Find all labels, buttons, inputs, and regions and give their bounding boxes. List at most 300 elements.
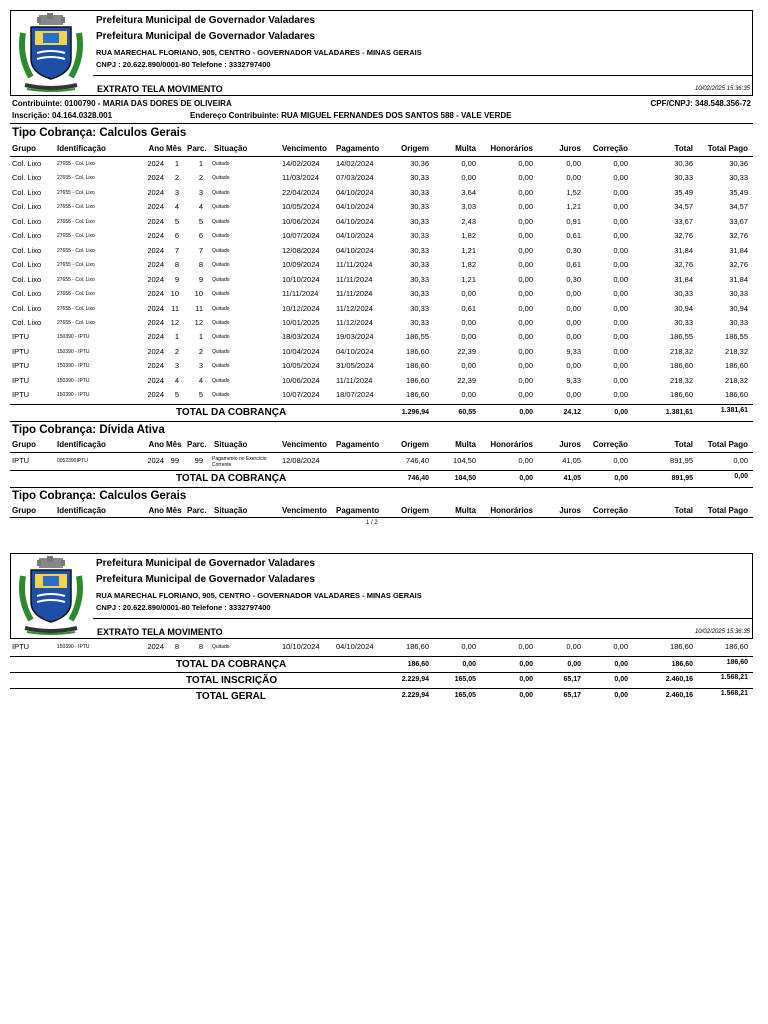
cell-parcela: 4 [198, 202, 203, 212]
cell-identificacao: 150390 - IPTU [57, 363, 90, 370]
cell-vencimento: 10/04/2024 [282, 346, 320, 356]
column-header-juros: Juros [559, 440, 581, 449]
column-header-situacao: Situação [214, 506, 248, 515]
column-header-mes: Mês [166, 506, 182, 515]
total-origem: 1.296,94 [401, 409, 429, 416]
page-number: 1 / 2 [366, 520, 378, 526]
cell-honorarios: 0,00 [518, 173, 533, 183]
total-correcao: 0,00 [614, 475, 628, 482]
cell-situacao: Pagamento no Exercício Corrente [212, 456, 267, 468]
cell-origem: 30,33 [410, 202, 429, 212]
cell-vencimento: 10/05/2024 [282, 361, 320, 371]
cell-origem: 30,33 [410, 231, 429, 241]
cell-multa: 22,39 [457, 375, 476, 385]
cell-grupo: IPTU [12, 456, 30, 465]
cell-juros: 0,00 [566, 317, 581, 327]
cell-ano: 2024 [147, 303, 164, 313]
cell-ano: 2024 [147, 187, 164, 197]
cell-parcela: 12 [194, 317, 203, 327]
cell-ano: 2024 [147, 456, 164, 465]
cell-situacao: Quitado [212, 175, 230, 182]
cell-grupo: IPTU [12, 642, 30, 651]
cell-total-pago: 35,49 [729, 187, 748, 197]
cell-vencimento: 10/06/2024 [282, 216, 320, 226]
cell-ano: 2024 [147, 361, 164, 371]
cell-multa: 1,82 [461, 231, 476, 241]
cell-ano: 2024 [147, 332, 164, 342]
cell-honorarios: 0,00 [518, 317, 533, 327]
cell-juros: 1,21 [566, 202, 581, 212]
cell-vencimento: 10/10/2024 [282, 274, 320, 284]
cell-parcela: 3 [198, 187, 203, 197]
column-header-situacao: Situação [214, 440, 248, 449]
column-header-ano: Ano [148, 144, 164, 153]
cell-identificacao: 27655 - Col. Lixo [57, 218, 95, 225]
report-title: EXTRATO TELA MOVIMENTO [97, 627, 223, 637]
cell-situacao: Quitado [212, 291, 230, 298]
column-header-correcao: Correção [592, 440, 628, 449]
cell-honorarios: 0,00 [518, 361, 533, 371]
cell-ano: 2024 [147, 317, 164, 327]
cell-grupo: Col. Lixo [12, 274, 42, 284]
cell-identificacao: 27655 - Col. Lixo [57, 175, 95, 182]
cell-multa: 0,00 [461, 390, 476, 400]
header-divider [93, 618, 752, 619]
cell-juros: 0,30 [566, 274, 581, 284]
cell-total-pago: 31,84 [729, 274, 748, 284]
total-honorarios: 0,00 [519, 676, 533, 683]
total-juros: 65,17 [563, 676, 581, 683]
cell-parcela: 6 [198, 231, 203, 241]
total-total-pago: 0,00 [734, 473, 748, 480]
cell-identificacao: 150390 - IPTU [57, 334, 90, 341]
cell-identificacao: 27655 - Col. Lixo [57, 319, 95, 326]
column-header-grupo: Grupo [12, 506, 36, 515]
cell-vencimento: 11/11/2024 [282, 289, 319, 299]
total-multa: 0,00 [462, 661, 476, 668]
cell-origem: 186,60 [406, 390, 429, 400]
cell-total-pago: 0,00 [733, 456, 748, 465]
total-correcao: 0,00 [614, 676, 628, 683]
column-header-honorarios: Honorários [490, 144, 533, 153]
divider [10, 156, 753, 157]
cell-total-pago: 186,55 [725, 332, 748, 342]
cell-total-pago: 31,84 [729, 245, 748, 255]
cell-correcao: 0,00 [613, 456, 628, 465]
column-header-vencimento: Vencimento [282, 144, 327, 153]
cell-origem: 30,33 [410, 245, 429, 255]
cell-mes: 8 [174, 260, 179, 270]
cell-situacao: Quitado [212, 247, 230, 254]
total-cobranca-label: TOTAL DA COBRANÇA [176, 407, 287, 418]
cell-vencimento: 12/08/2024 [282, 456, 320, 465]
column-header-total: Total [674, 440, 693, 449]
cell-pagamento: 31/05/2024 [336, 361, 374, 371]
cell-correcao: 0,00 [613, 317, 628, 327]
cell-parcela: 2 [198, 173, 203, 183]
cell-pagamento: 04/10/2024 [336, 642, 374, 651]
cell-total: 186,55 [670, 332, 693, 342]
column-header-parcela: Parc. [187, 144, 207, 153]
cell-identificacao: 150390 - IPTU [57, 348, 90, 355]
cell-honorarios: 0,00 [518, 245, 533, 255]
cell-honorarios: 0,00 [518, 375, 533, 385]
divider [10, 452, 753, 453]
header-address: RUA MARECHAL FLORIANO, 905, CENTRO - GOVERNADOR VALADARES - MINAS GERAIS [96, 591, 422, 600]
cell-parcela: 4 [198, 375, 203, 385]
cell-grupo: IPTU [12, 375, 30, 385]
cell-correcao: 0,00 [613, 202, 628, 212]
total-cobranca-label: TOTAL DA COBRANÇA [176, 659, 287, 670]
column-header-honorarios: Honorários [490, 506, 533, 515]
cell-grupo: Col. Lixo [12, 159, 42, 168]
cell-origem: 30,36 [410, 159, 429, 168]
taxpayer-address: Endereço Contribuinte: RUA MIGUEL FERNANDES DOS SANTOS 588 - VALE VERDE [190, 111, 512, 120]
cell-total: 32,76 [674, 260, 693, 270]
cell-multa: 1,21 [461, 274, 476, 284]
cell-origem: 186,55 [406, 332, 429, 342]
total-inscricao-label: TOTAL INSCRIÇÃO [186, 675, 278, 686]
cell-honorarios: 0,00 [518, 187, 533, 197]
divider [10, 404, 753, 405]
column-header-grupo: Grupo [12, 144, 36, 153]
cell-total: 31,84 [674, 274, 693, 284]
cell-total-pago: 33,67 [729, 216, 748, 226]
cell-total-pago: 30,33 [729, 173, 748, 183]
cell-grupo: Col. Lixo [12, 202, 42, 212]
cell-ano: 2024 [147, 173, 164, 183]
column-header-mes: Mês [166, 440, 182, 449]
cell-parcela: 3 [198, 361, 203, 371]
cell-total-pago: 34,57 [729, 202, 748, 212]
column-header-pagamento: Pagamento [336, 440, 380, 449]
cell-pagamento: 07/03/2024 [336, 173, 374, 183]
cell-total-pago: 30,33 [729, 289, 748, 299]
cell-identificacao: 27655 - Col. Lixo [57, 161, 95, 167]
cell-multa: 0,61 [461, 303, 476, 313]
cell-correcao: 0,00 [613, 390, 628, 400]
cell-correcao: 0,00 [613, 231, 628, 241]
cell-origem: 30,33 [410, 274, 429, 284]
cell-pagamento: 11/12/2024 [336, 317, 373, 327]
cell-juros: 0,00 [566, 159, 581, 168]
cell-total: 218,32 [670, 375, 693, 385]
cell-pagamento: 11/11/2024 [336, 289, 373, 299]
cell-origem: 186,60 [406, 642, 429, 651]
cell-total: 33,67 [674, 216, 693, 226]
total-total: 1.381,61 [665, 409, 693, 416]
column-header-total: Total [674, 144, 693, 153]
column-header-origem: Origem [400, 440, 429, 449]
cell-origem: 30,33 [410, 317, 429, 327]
cell-pagamento: 11/11/2024 [336, 274, 373, 284]
cell-mes: 1 [174, 332, 179, 342]
cell-vencimento: 22/04/2024 [282, 187, 320, 197]
cell-juros: 0,00 [566, 173, 581, 183]
cell-total-pago: 32,76 [729, 260, 748, 270]
cell-correcao: 0,00 [613, 187, 628, 197]
cell-multa: 3,03 [461, 202, 476, 212]
report-title: EXTRATO TELA MOVIMENTO [97, 84, 223, 94]
page1-header [10, 10, 753, 96]
total-honorarios: 0,00 [519, 409, 533, 416]
cell-origem: 30,33 [410, 289, 429, 299]
cell-honorarios: 0,00 [518, 231, 533, 241]
cell-grupo: Col. Lixo [12, 317, 42, 327]
cell-origem: 186,60 [406, 361, 429, 371]
cell-juros: 9,33 [566, 375, 581, 385]
cell-mes: 3 [174, 187, 179, 197]
cell-situacao: Quitado [212, 189, 230, 196]
cell-parcela: 7 [198, 245, 203, 255]
cell-multa: 3,64 [461, 187, 476, 197]
cell-total-pago: 186,60 [725, 390, 748, 400]
total-total: 2.460,16 [665, 676, 693, 683]
cell-multa: 0,00 [461, 361, 476, 371]
cell-vencimento: 10/09/2024 [282, 260, 320, 270]
cell-total: 30,33 [674, 289, 693, 299]
cell-pagamento: 11/12/2024 [336, 303, 373, 313]
cell-correcao: 0,00 [613, 375, 628, 385]
cell-total-pago: 218,32 [725, 375, 748, 385]
total-juros: 0,00 [567, 661, 581, 668]
cell-grupo: Col. Lixo [12, 245, 42, 255]
cell-ano: 2024 [147, 375, 164, 385]
column-header-origem: Origem [400, 506, 429, 515]
cell-grupo: Col. Lixo [12, 303, 42, 313]
cell-total: 218,32 [670, 346, 693, 356]
cell-honorarios: 0,00 [518, 202, 533, 212]
cell-ano: 2024 [147, 245, 164, 255]
cell-situacao: Quitado [212, 392, 230, 399]
cell-correcao: 0,00 [613, 332, 628, 342]
cell-identificacao: 27655 - Col. Lixo [57, 233, 95, 240]
column-header-mes: Mês [166, 144, 182, 153]
total-origem: 2.229,94 [401, 676, 429, 683]
cell-vencimento: 12/08/2024 [282, 245, 320, 255]
cell-parcela: 5 [198, 216, 203, 226]
column-header-pagamento: Pagamento [336, 506, 380, 515]
cell-parcela: 99 [194, 456, 203, 465]
divider [10, 487, 753, 488]
cell-mes: 1 [174, 159, 179, 168]
total-multa: 165,05 [454, 676, 476, 683]
cell-multa: 104,50 [453, 456, 476, 465]
cell-correcao: 0,00 [613, 274, 628, 284]
cell-situacao: Quitado [212, 218, 230, 225]
cell-ano: 2024 [147, 289, 164, 299]
cell-total-pago: 186,60 [725, 361, 748, 371]
cell-pagamento: 04/10/2024 [336, 187, 374, 197]
cell-pagamento: 04/10/2024 [336, 202, 374, 212]
cell-origem: 30,33 [410, 303, 429, 313]
cell-total-pago: 30,33 [729, 317, 748, 327]
cell-total: 30,33 [674, 173, 693, 183]
cell-grupo: IPTU [12, 361, 30, 371]
total-total: 186,60 [671, 661, 693, 668]
cell-honorarios: 0,00 [518, 303, 533, 313]
total-geral-label: TOTAL GERAL [196, 691, 266, 702]
report-datetime: 10/02/2025 15:36:35 [694, 629, 750, 635]
divider [10, 421, 753, 422]
cell-origem: 30,33 [410, 260, 429, 270]
cell-pagamento: 04/10/2024 [336, 231, 374, 241]
cell-origem: 30,33 [410, 187, 429, 197]
cell-mes: 12 [170, 317, 179, 327]
header-address: RUA MARECHAL FLORIANO, 905, CENTRO - GOVERNADOR VALADARES - MINAS GERAIS [96, 48, 422, 57]
cell-grupo: Col. Lixo [12, 260, 42, 270]
cell-grupo: Col. Lixo [12, 231, 42, 241]
cell-pagamento: 19/03/2024 [336, 332, 374, 342]
cell-mes: 8 [174, 642, 179, 651]
cell-pagamento: 11/11/2024 [336, 260, 373, 270]
total-juros: 41,05 [563, 475, 581, 482]
column-header-multa: Multa [455, 144, 476, 153]
column-header-parcela: Parc. [187, 506, 207, 515]
header-title-line1: Prefeitura Municipal de Governador Valadares [96, 15, 315, 26]
cell-situacao: Quitado [212, 334, 230, 341]
total-origem: 746,40 [407, 475, 429, 482]
total-total-pago: 1.568,21 [720, 674, 748, 681]
cell-juros: 0,00 [566, 303, 581, 313]
header-title-line2: Prefeitura Municipal de Governador Valadares [96, 31, 315, 42]
cell-juros: 9,33 [566, 346, 581, 356]
cell-mes: 5 [174, 390, 179, 400]
column-header-vencimento: Vencimento [282, 506, 327, 515]
cell-origem: 186,60 [406, 375, 429, 385]
column-header-total-pago: Total Pago [707, 440, 748, 449]
column-header-parcela: Parc. [187, 440, 207, 449]
cell-grupo: Col. Lixo [12, 187, 42, 197]
cell-identificacao: 150390 - IPTU [57, 644, 90, 650]
cell-mes: 99 [170, 456, 179, 465]
taxpayer-cpf: CPF/CNPJ: 348.548.356-72 [650, 99, 751, 108]
cell-vencimento: 10/12/2024 [282, 303, 320, 313]
cell-mes: 2 [174, 346, 179, 356]
cell-juros: 0,61 [566, 260, 581, 270]
column-header-origem: Origem [400, 144, 429, 153]
column-header-pagamento: Pagamento [336, 144, 380, 153]
cell-total-pago: 30,36 [729, 159, 748, 168]
cell-correcao: 0,00 [613, 173, 628, 183]
cell-total: 32,76 [674, 231, 693, 241]
cell-mes: 2 [174, 173, 179, 183]
cell-total: 30,33 [674, 317, 693, 327]
total-total: 891,95 [671, 475, 693, 482]
cell-vencimento: 10/07/2024 [282, 390, 320, 400]
cell-ano: 2024 [147, 346, 164, 356]
cell-pagamento: 18/07/2024 [336, 390, 374, 400]
cell-grupo: IPTU [12, 332, 30, 342]
cell-situacao: Quitado [212, 233, 230, 240]
column-header-juros: Juros [559, 506, 581, 515]
header-cnpj: CNPJ : 20.622.890/0001-80 Telefone : 3332797400 [96, 60, 271, 69]
cell-honorarios: 0,00 [518, 274, 533, 284]
cell-parcela: 10 [194, 289, 203, 299]
divider [10, 517, 753, 518]
cell-mes: 3 [174, 361, 179, 371]
cell-juros: 0,30 [566, 245, 581, 255]
total-correcao: 0,00 [614, 661, 628, 668]
divider [10, 688, 753, 689]
cell-situacao: Quitado [212, 161, 230, 167]
cell-juros: 0,00 [566, 390, 581, 400]
column-header-identificacao: Identificação [57, 440, 106, 449]
cell-vencimento: 14/02/2024 [282, 159, 320, 168]
cell-multa: 22,39 [457, 346, 476, 356]
cell-total: 186,60 [670, 642, 693, 651]
cell-multa: 2,43 [461, 216, 476, 226]
cell-mes: 4 [174, 202, 179, 212]
header-title-line2: Prefeitura Municipal de Governador Valadares [96, 574, 315, 585]
cell-correcao: 0,00 [613, 303, 628, 313]
cell-total: 186,60 [670, 361, 693, 371]
header-cnpj: CNPJ : 20.622.890/0001-80 Telefone : 3332797400 [96, 603, 271, 612]
cell-parcela: 11 [195, 303, 203, 313]
cell-vencimento: 11/03/2024 [282, 173, 319, 183]
cell-ano: 2024 [147, 216, 164, 226]
cell-pagamento: 14/02/2024 [336, 159, 374, 168]
cell-vencimento: 10/05/2024 [282, 202, 320, 212]
column-header-total-pago: Total Pago [707, 144, 748, 153]
cell-total: 31,84 [674, 245, 693, 255]
divider [10, 470, 753, 471]
municipal-coat-of-arms-logo [17, 13, 85, 93]
registration-number: Inscrição: 04.164.0328.001 [12, 111, 113, 120]
cell-mes: 11 [171, 303, 179, 313]
cell-pagamento: 11/11/2024 [336, 375, 373, 385]
cell-correcao: 0,00 [613, 361, 628, 371]
cell-juros: 41,05 [562, 456, 581, 465]
cell-juros: 1,52 [566, 187, 581, 197]
cell-correcao: 0,00 [613, 289, 628, 299]
cell-total-pago: 186,60 [725, 642, 748, 651]
cell-honorarios: 0,00 [518, 456, 533, 465]
total-total-pago: 1.568,21 [720, 690, 748, 697]
cell-total: 34,57 [674, 202, 693, 212]
column-header-total-pago: Total Pago [707, 506, 748, 515]
cell-identificacao: 27655 - Col. Lixo [57, 262, 95, 269]
column-header-multa: Multa [455, 440, 476, 449]
column-header-correcao: Correção [592, 144, 628, 153]
cell-multa: 0,00 [461, 159, 476, 168]
cell-situacao: Quitado [212, 363, 230, 370]
cell-total: 186,60 [670, 390, 693, 400]
cell-ano: 2024 [147, 390, 164, 400]
total-multa: 165,05 [454, 692, 476, 699]
cell-multa: 0,00 [461, 173, 476, 183]
cell-situacao: Quitado [212, 305, 230, 312]
cell-situacao: Quitado [212, 262, 230, 269]
total-multa: 60,55 [458, 409, 476, 416]
total-origem: 2.229,94 [401, 692, 429, 699]
cell-vencimento: 10/01/2025 [282, 317, 320, 327]
cell-juros: 0,00 [566, 361, 581, 371]
cell-mes: 7 [174, 245, 179, 255]
cell-juros: 0,00 [566, 332, 581, 342]
cell-total-pago: 30,94 [729, 303, 748, 313]
cell-vencimento: 10/06/2024 [282, 375, 320, 385]
cell-multa: 1,82 [461, 260, 476, 270]
cell-parcela: 8 [198, 260, 203, 270]
cell-total: 30,36 [674, 159, 693, 168]
total-total-pago: 186,60 [726, 659, 748, 666]
cell-origem: 186,60 [406, 346, 429, 356]
cell-situacao: Quitado [212, 377, 230, 384]
cell-vencimento: 10/10/2024 [282, 642, 320, 651]
column-header-correcao: Correção [592, 506, 628, 515]
cell-pagamento: 04/10/2024 [336, 346, 374, 356]
